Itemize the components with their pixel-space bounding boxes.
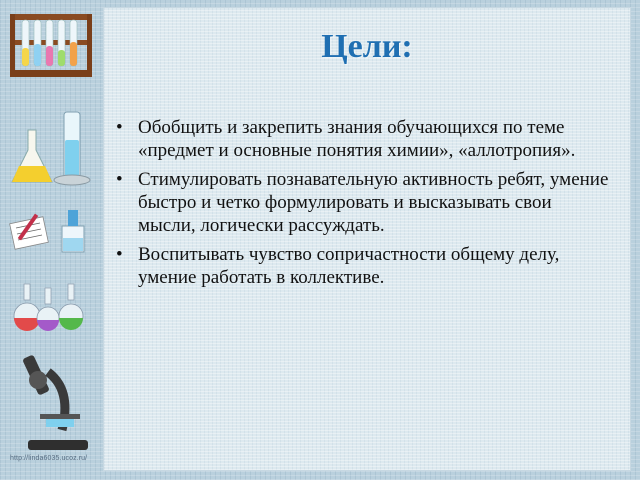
- goal-item: [112, 168, 612, 237]
- sidebar-illustrations: [0, 0, 100, 480]
- graduated-cylinder-icon: [54, 112, 90, 185]
- goal-item: [112, 116, 612, 162]
- goal-item: [112, 243, 612, 289]
- goal-text: Стимулировать познавательную активность ребят, умение быстро и четко формулировать и высказывать свои мысли, логически рассуждать.: [138, 169, 609, 236]
- test-tube-rack-icon: [10, 14, 92, 77]
- bullet-marker: •: [116, 244, 123, 265]
- goal-text: Воспитывать чувство сопричастности общему делу, умение работать в коллективе.: [138, 244, 560, 288]
- round-flasks-icon: [14, 284, 83, 331]
- slide-title: Цели:: [321, 28, 413, 65]
- bullet-marker: •: [116, 169, 123, 190]
- source-url: http://linda6035.ucoz.ru/: [10, 455, 88, 462]
- goals-list: [112, 116, 612, 295]
- beaker-icon: [62, 210, 84, 252]
- goal-text: Обобщить и закрепить знания обучающихся по теме «предмет и основные понятия химии», «аллотропия».: [138, 117, 576, 161]
- flask-icon: [12, 130, 52, 182]
- microscope-icon: [22, 354, 88, 450]
- bullet-marker: •: [116, 117, 123, 138]
- pen-and-paper-icon: [10, 214, 49, 250]
